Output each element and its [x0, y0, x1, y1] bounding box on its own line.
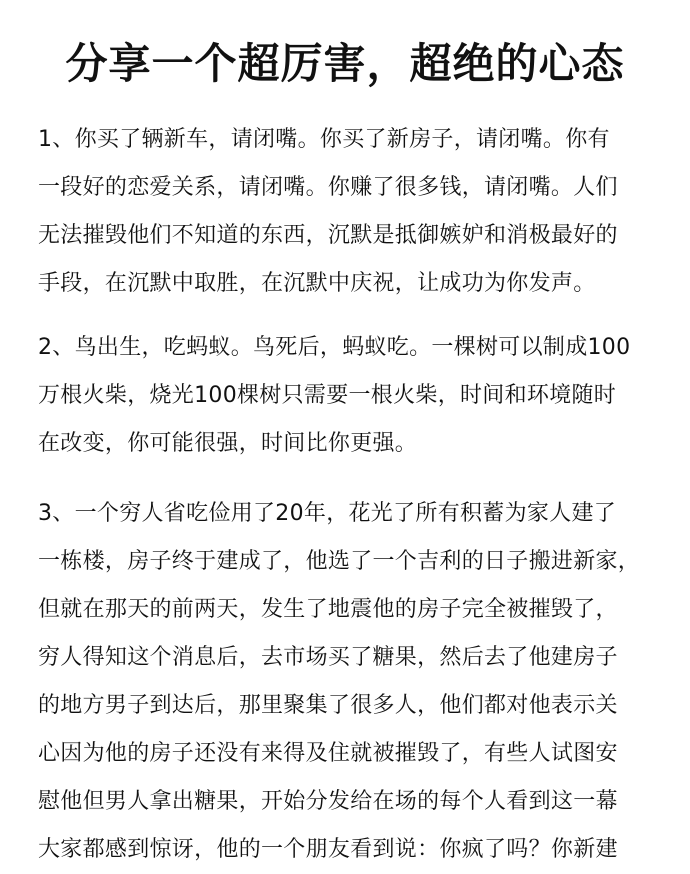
paragraph-line: 1、你买了辆新车，请闭嘴。你买了新房子，请闭嘴。你有 — [38, 127, 610, 152]
paragraph-3 — [38, 490, 668, 874]
paragraph-line: 手段，在沉默中取胜，在沉默中庆祝，让成功为你发声。 — [38, 271, 596, 296]
paragraph-line: 但就在那天的前两天，发生了地震他的房子完全被摧毁了， — [38, 597, 618, 622]
paragraph-line: 一段好的恋爱关系，请闭嘴。你赚了很多钱，请闭嘴。人们 — [38, 175, 618, 200]
paragraph-line: 3、一个穷人省吃俭用了20年，花光了所有积蓄为家人建了 — [38, 501, 617, 526]
paragraph-line: 2、鸟出生，吃蚂蚁。鸟死后，蚂蚁吃。一棵树可以制成100 — [38, 335, 631, 360]
paragraph-2 — [38, 324, 668, 468]
paragraph-line: 慰他但男人拿出糖果，开始分发给在场的每个人看到这一幕 — [38, 789, 618, 814]
paragraph-line: 的地方男子到达后，那里聚集了很多人，他们都对他表示关 — [38, 693, 618, 718]
paragraph-line: 无法摧毁他们不知道的东西，沉默是抵御嫉妒和消极最好的 — [38, 223, 618, 248]
paragraph-line: 万根火柴，烧光100棵树只需要一根火柴，时间和环境随时 — [38, 383, 617, 408]
paragraph-line: 一栋楼，房子终于建成了，他选了一个吉利的日子搬进新家， — [38, 549, 641, 574]
paragraph-1 — [38, 116, 668, 308]
paragraph-line: 在改变，你可能很强，时间比你更强。 — [38, 431, 418, 456]
paragraph-line: 心因为他的房子还没有来得及住就被摧毁了，有些人试图安 — [38, 741, 618, 766]
paragraph-line: 大家都感到惊讶，他的一个朋友看到说：你疯了吗？你新建 — [38, 837, 618, 862]
paragraph-line: 穷人得知这个消息后，去市场买了糖果，然后去了他建房子 — [38, 645, 618, 670]
article-title: 分享一个超厉害，超绝的心态 — [65, 39, 625, 88]
